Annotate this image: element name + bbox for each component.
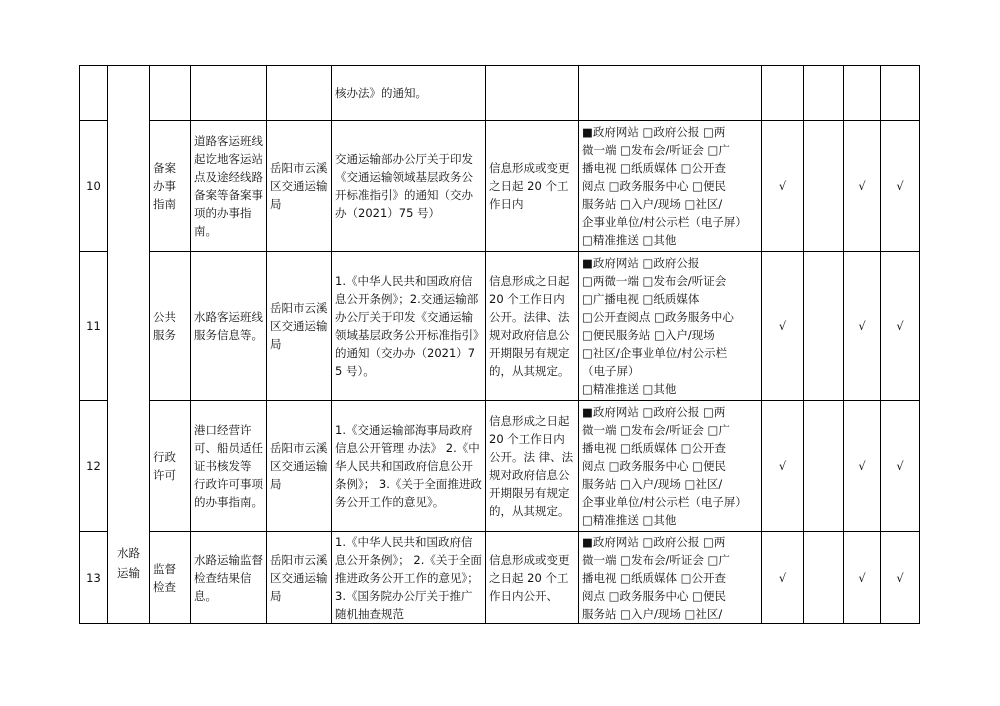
- channel-line: 阅点 □政务服务中心 □便民: [582, 179, 727, 193]
- channel-line: 阅点 □政务服务中心 □便民: [582, 588, 727, 603]
- item-basis: 1.《交通运输部海事局政府信息公开管理 办法》 2.《中华人民共和国政府信息公开条例》； 3.《关于全面推进政务公开工作的意见》。: [332, 401, 486, 532]
- channel-line: □公开查阅点 □政务服务中心: [582, 310, 734, 324]
- check-mark: [881, 66, 920, 121]
- item-basis: 核办法》的通知。: [332, 66, 486, 121]
- channel-line: 阅点 □政务服务中心 □便民: [582, 459, 727, 473]
- channel-line: ■政府网站 □政府公报 □两: [582, 534, 726, 549]
- channel-line: ■政府网站 □政府公报 □两: [582, 125, 726, 139]
- item-type: 公共服务: [150, 252, 191, 401]
- row-number: 11: [80, 252, 108, 401]
- channel-line: ■政府网站 □政府公报: [582, 256, 700, 270]
- check-mark: √: [881, 401, 920, 532]
- channel-line: （电子屏）: [582, 364, 640, 378]
- check-mark: [804, 401, 844, 532]
- check-mark: [762, 66, 804, 121]
- item-deadline: 信息形成之日起 20 个工作日内公开。法律、法规对政府信息公开期限另有规定的，从其规定。: [486, 252, 579, 401]
- item-channels: [579, 252, 762, 401]
- item-type: 行政许可: [150, 401, 191, 532]
- channel-line: □精准推送 □其他: [582, 382, 677, 396]
- channel-line: 微一端 □发布会/听证会 □广: [582, 552, 730, 567]
- table-row: [80, 121, 920, 252]
- item-type: 监督检查: [150, 532, 191, 624]
- check-mark: [804, 252, 844, 401]
- item-deadline: [486, 66, 579, 121]
- item-deadline: 信息形成或变更之日起 20 个工作日内: [486, 121, 579, 252]
- row-number: 12: [80, 401, 108, 532]
- item-channels: [579, 401, 762, 532]
- channel-line: □精准推送 □其他: [582, 233, 677, 247]
- item-subject: 岳阳市云溪区交通运输局: [267, 252, 332, 401]
- check-mark: √: [844, 121, 881, 252]
- item-basis: 1.《中华人民共和国政府信息公开条例》； 2.《关于全面推进政务公开工作的意见》； 3.《国务院办公厅关于推广随机抽查规范: [332, 532, 486, 624]
- channel-line: 播电视 □纸质媒体 □公开查: [582, 570, 727, 585]
- channel-line: 服务站 □入户/现场 □社区/: [582, 197, 723, 211]
- item-content: 道路客运班线起讫地客运站点及途经线路备案等备案事项的办事指南。: [191, 121, 267, 252]
- item-subject: 岳阳市云溪区交通运输局: [267, 532, 332, 624]
- item-subject: [267, 66, 332, 121]
- check-mark: √: [762, 121, 804, 252]
- channel-line: □便民服务站 □入户/现场: [582, 328, 715, 342]
- check-mark: √: [762, 401, 804, 532]
- channel-line: □精准推送 □其他: [582, 513, 677, 527]
- check-mark: [804, 121, 844, 252]
- item-basis: 交通运输部办公厅关于印发《交通运输领域基层政务公开标准指引》的通知（交办办（2021）75 号）: [332, 121, 486, 252]
- channel-line: ■政府网站 □政府公报 □两: [582, 405, 726, 419]
- table-row: [80, 66, 920, 121]
- check-mark: √: [881, 121, 920, 252]
- row-number: 13: [80, 532, 108, 624]
- check-mark: [844, 66, 881, 121]
- channel-line: □广播电视 □纸质媒体: [582, 292, 700, 306]
- item-content: 水路运输监督检查结果信息。: [191, 532, 267, 624]
- check-mark: √: [762, 252, 804, 401]
- channel-line: 服务站 □入户/现场 □社区/: [582, 477, 723, 491]
- channel-line: 服务站 □入户/现场 □社区/: [582, 606, 723, 621]
- check-mark: [804, 66, 844, 121]
- channel-line: □社区/企事业单位/村公示栏: [582, 346, 728, 360]
- disclosure-table: [79, 65, 920, 624]
- item-channels: [579, 121, 762, 252]
- item-content: 港口经营许可、船员适任证书核发等 行政许可事项的办事指南。: [191, 401, 267, 532]
- check-mark: √: [844, 401, 881, 532]
- channel-line: 企事业单位/村公示栏（电子屏）: [582, 495, 747, 509]
- check-mark: √: [844, 532, 881, 624]
- channel-line: 微一端 □发布会/听证会 □广: [582, 143, 730, 157]
- category-cell: [108, 66, 150, 624]
- item-deadline: 信息形成或变更之日起 20 个工作日内公开、: [486, 532, 579, 624]
- item-subject: 岳阳市云溪区交通运输局: [267, 401, 332, 532]
- check-mark: √: [881, 252, 920, 401]
- row-number: [80, 66, 108, 121]
- table-row: [80, 532, 920, 624]
- channel-line: 播电视 □纸质媒体 □公开查: [582, 441, 727, 455]
- row-number: 10: [80, 121, 108, 252]
- item-type: 备案办事指南: [150, 121, 191, 252]
- check-mark: √: [762, 532, 804, 624]
- check-mark: [804, 532, 844, 624]
- check-mark: √: [844, 252, 881, 401]
- item-channels: [579, 532, 762, 624]
- table-row: [80, 401, 920, 532]
- item-deadline: 信息形成之日起 20 个工作日内公开。法 律、法规对政府信息公开期限另有规定 的，从其规定。: [486, 401, 579, 532]
- check-mark: √: [881, 532, 920, 624]
- item-channels: [579, 66, 762, 121]
- item-content: [191, 66, 267, 121]
- channel-line: 企事业单位/村公示栏（电子屏）: [582, 215, 747, 229]
- item-content: 水路客运班线服务信息等。: [191, 252, 267, 401]
- channel-line: 播电视 □纸质媒体 □公开查: [582, 161, 727, 175]
- channel-line: 微一端 □发布会/听证会 □广: [582, 423, 730, 437]
- item-type: [150, 66, 191, 121]
- item-subject: 岳阳市云溪区交通运输局: [267, 121, 332, 252]
- channel-line: □两微一端 □发布会/听证会: [582, 274, 727, 288]
- table-row: [80, 252, 920, 401]
- category-label: 水路运输: [117, 545, 140, 580]
- item-basis: 1.《中华人民共和国政府信息公开条例》；2.交通运输部办公厅关于印发《交通运输领域基层政务公开标准指引》的通知（交办办（2021）75 号）。: [332, 252, 486, 401]
